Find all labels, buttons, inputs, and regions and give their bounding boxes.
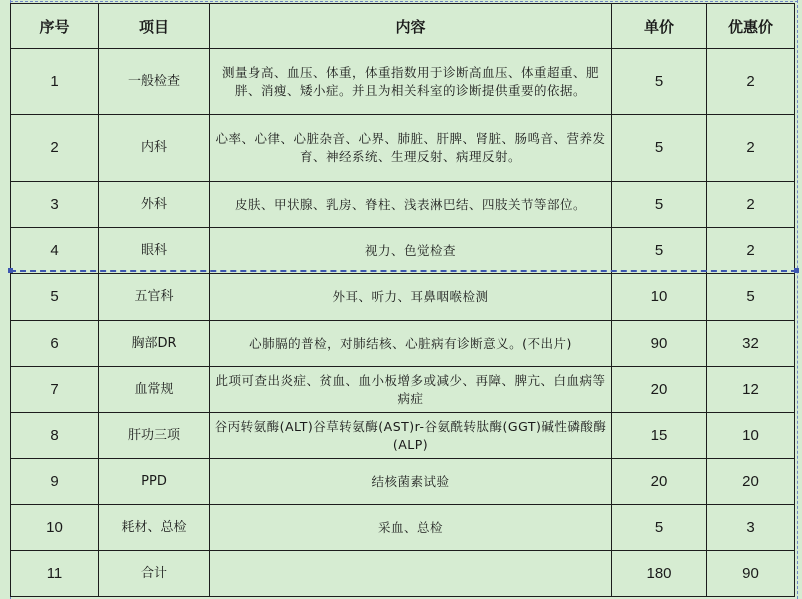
cell-item[interactable]: 肝功三项 (99, 413, 210, 459)
cell-no[interactable]: 6 (11, 321, 99, 367)
cell-no[interactable]: 1 (11, 49, 99, 115)
table-row-total (11, 551, 795, 597)
header-no[interactable]: 序号 (11, 4, 99, 49)
page-break-marker-left (8, 268, 13, 273)
cell-content[interactable]: 谷丙转氨酶(ALT)谷草转氨酶(AST)r-谷氨酰转肽酶(GGT)碱性磷酸酶(ALP) (210, 413, 612, 459)
table-row (11, 228, 795, 274)
cell-item[interactable]: 胸部DR (99, 321, 210, 367)
cell-content[interactable] (210, 551, 612, 597)
cell-price[interactable]: 5 (612, 182, 707, 228)
cell-discount[interactable]: 10 (707, 413, 795, 459)
table-row (11, 367, 795, 413)
cell-no[interactable]: 10 (11, 505, 99, 551)
cell-price[interactable]: 20 (612, 367, 707, 413)
cell-content[interactable]: 心肺膈的普检，对肺结核、心脏病有诊断意义。(不出片) (210, 321, 612, 367)
header-price[interactable]: 单价 (612, 4, 707, 49)
cell-item[interactable]: 合计 (99, 551, 210, 597)
cell-no[interactable]: 11 (11, 551, 99, 597)
table-row (11, 274, 795, 321)
page-break-marker-right (794, 268, 799, 273)
header-discount[interactable]: 优惠价 (707, 4, 795, 49)
cell-price[interactable]: 5 (612, 49, 707, 115)
cell-price[interactable]: 5 (612, 505, 707, 551)
table-row (11, 182, 795, 228)
cell-item[interactable]: 五官科 (99, 274, 210, 321)
cell-content[interactable]: 皮肤、甲状腺、乳房、脊柱、浅表淋巴结、四肢关节等部位。 (210, 182, 612, 228)
table-row (11, 459, 795, 505)
cell-item[interactable]: 眼科 (99, 228, 210, 274)
cell-price[interactable]: 5 (612, 228, 707, 274)
cell-item[interactable]: 耗材、总检 (99, 505, 210, 551)
cell-price[interactable]: 90 (612, 321, 707, 367)
cell-no[interactable]: 7 (11, 367, 99, 413)
cell-item[interactable]: 一般检查 (99, 49, 210, 115)
table-row (11, 505, 795, 551)
cell-item[interactable]: 外科 (99, 182, 210, 228)
cell-content[interactable]: 测量身高、血压、体重，体重指数用于诊断高血压、体重超重、肥胖、消瘦、矮小症。并且为相关科室的诊断提供重要的依据。 (210, 49, 612, 115)
cell-content[interactable]: 采血、总检 (210, 505, 612, 551)
header-item[interactable]: 项目 (99, 4, 210, 49)
cell-discount[interactable]: 32 (707, 321, 795, 367)
cell-discount[interactable]: 12 (707, 367, 795, 413)
cell-discount[interactable]: 5 (707, 274, 795, 321)
cell-price[interactable]: 5 (612, 115, 707, 182)
table-row (11, 413, 795, 459)
cell-price[interactable]: 20 (612, 459, 707, 505)
cell-discount[interactable]: 20 (707, 459, 795, 505)
cell-item[interactable]: 血常规 (99, 367, 210, 413)
cell-item[interactable]: PPD (99, 459, 210, 505)
cell-content[interactable]: 此项可查出炎症、贫血、血小板增多或减少、再障、脾亢、白血病等病症 (210, 367, 612, 413)
cell-discount[interactable]: 90 (707, 551, 795, 597)
cell-no[interactable]: 3 (11, 182, 99, 228)
price-table (10, 3, 795, 597)
cell-content[interactable]: 结核菌素试验 (210, 459, 612, 505)
table-row (11, 49, 795, 115)
cell-discount[interactable]: 2 (707, 228, 795, 274)
cell-no[interactable]: 9 (11, 459, 99, 505)
page-border-top (10, 1, 798, 2)
cell-item[interactable]: 内科 (99, 115, 210, 182)
cell-price[interactable]: 180 (612, 551, 707, 597)
cell-content[interactable]: 视力、色觉检查 (210, 228, 612, 274)
cell-discount[interactable]: 2 (707, 115, 795, 182)
cell-price[interactable]: 15 (612, 413, 707, 459)
header-row (11, 4, 795, 49)
cell-no[interactable]: 8 (11, 413, 99, 459)
cell-no[interactable]: 4 (11, 228, 99, 274)
cell-discount[interactable]: 2 (707, 182, 795, 228)
cell-discount[interactable]: 2 (707, 49, 795, 115)
header-content[interactable]: 内容 (210, 4, 612, 49)
table-row (11, 321, 795, 367)
cell-content[interactable]: 心率、心律、心脏杂音、心界、肺脏、肝脾、肾脏、肠鸣音、营养发育、神经系统、生理反射、病理反射。 (210, 115, 612, 182)
cell-content[interactable]: 外耳、听力、耳鼻咽喉检测 (210, 274, 612, 321)
cell-no[interactable]: 5 (11, 274, 99, 321)
cell-discount[interactable]: 3 (707, 505, 795, 551)
cell-no[interactable]: 2 (11, 115, 99, 182)
page-break-line (10, 270, 797, 272)
page-border-right (797, 0, 798, 599)
table-row (11, 115, 795, 182)
cell-price[interactable]: 10 (612, 274, 707, 321)
